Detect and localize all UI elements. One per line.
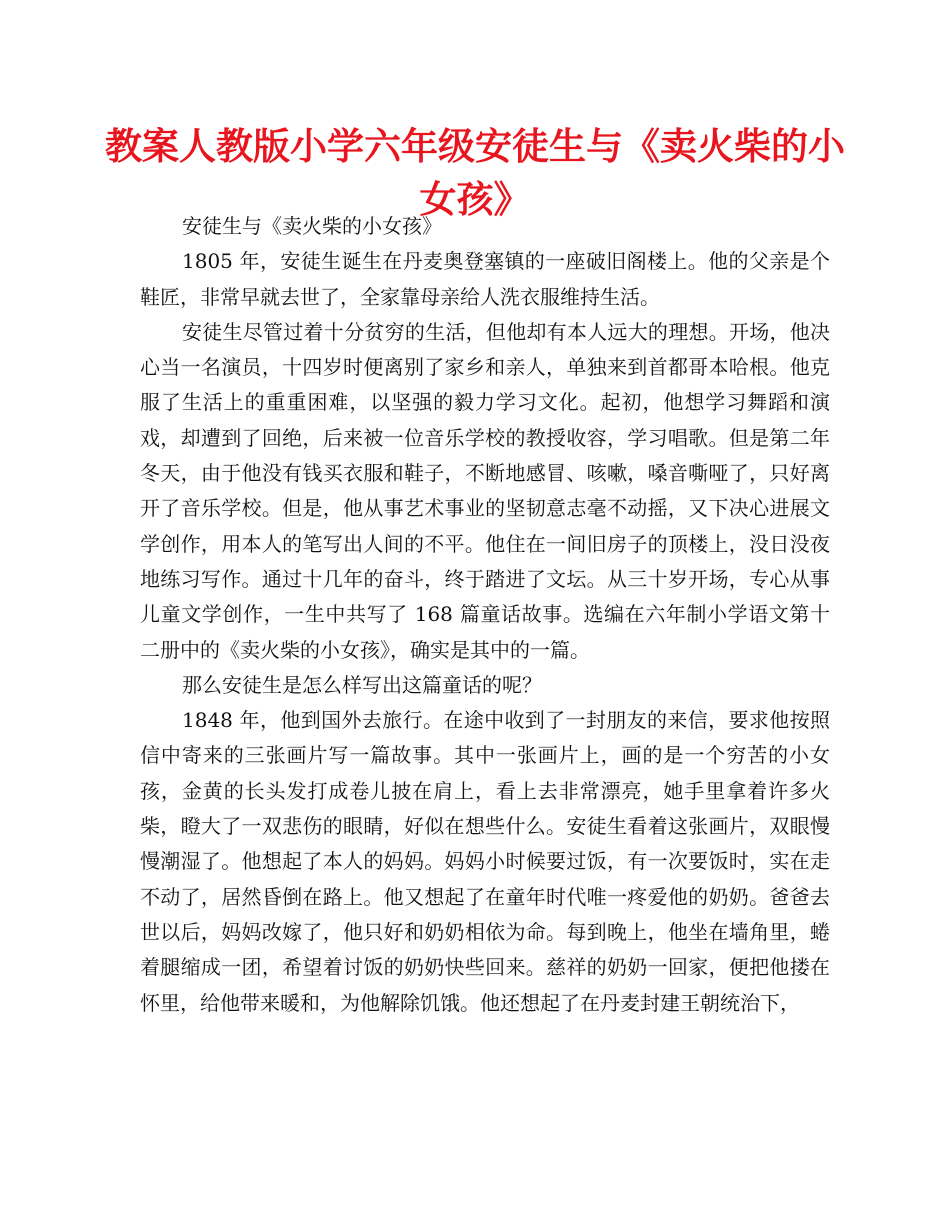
- paragraph: 那么安徒生是怎么样写出这篇童话的呢？: [182, 672, 542, 697]
- paragraph: 安徒生与《卖火柴的小女孩》: [182, 214, 442, 238]
- document-body: [140, 209, 830, 1021]
- paragraph: 1848 年，他到国外去旅行。在途中收到了一封朋友的来信，要求他按照信中寄来的三张画片写一篇故事。其中一张画片上，画的是一个穷苦的小女孩，金黄的长头发打成卷儿披在肩上，看上去非常漂亮，她手里拿着许多火柴，瞪大了一双悲伤的眼睛，好似在想些什么。安徒生看着这张画片，双眼慢慢潮湿了。他想起了本人的妈妈。妈妈小时候要过饭，有一次要饭时，实在走不动了，居然昏倒在路上。他又想起了在童年时代唯一疼爱他的奶奶。爸爸去世以后，妈妈改嫁了，他只好和奶奶相依为命。每到晚上，他坐在墙角里，蜷着腿缩成一团，希望着讨饭的奶奶快些回来。慈祥的奶奶一回家，便把他搂在怀里，给他带来暖和，为他解除饥饿。他还想起了在丹麦封建王朝统治下，: [140, 708, 830, 1015]
- paragraph: 1805 年，安徒生诞生在丹麦奥登塞镇的一座破旧阁楼上。他的父亲是个鞋匠，非常早就去世了，全家靠母亲给人洗衣服维持生活。: [140, 249, 830, 309]
- document-title: 教案人教版小学六年级安徒生与《卖火柴的小女孩》: [105, 125, 845, 221]
- paragraph: 安徒生尽管过着十分贫穷的生活，但他却有本人远大的理想。开场，他决心当一名演员，十四岁时便离别了家乡和亲人，单独来到首都哥本哈根。他克服了生活上的重重困难，以坚强的毅力学习文化。起初，他想学习舞蹈和演戏，却遭到了回绝，后来被一位音乐学校的教授收容，学习唱歌。但是第二年冬天，由于他没有钱买衣服和鞋子，不断地感冒、咳嗽，嗓音嘶哑了，只好离开了音乐学校。但是，他从事艺术事业的坚韧意志毫不动摇，又下决心进展文学创作，用本人的笔写出人间的不平。他住在一间旧房子的顶楼上，没日没夜地练习写作。通过十几年的奋斗，终于踏进了文坛。从三十岁开场，专心从事儿童文学创作，一生中共写了 168 篇童话故事。选编在六年制小学语文第十二册中的《卖火柴的小女孩》，确实是其中的一篇。: [140, 319, 830, 662]
